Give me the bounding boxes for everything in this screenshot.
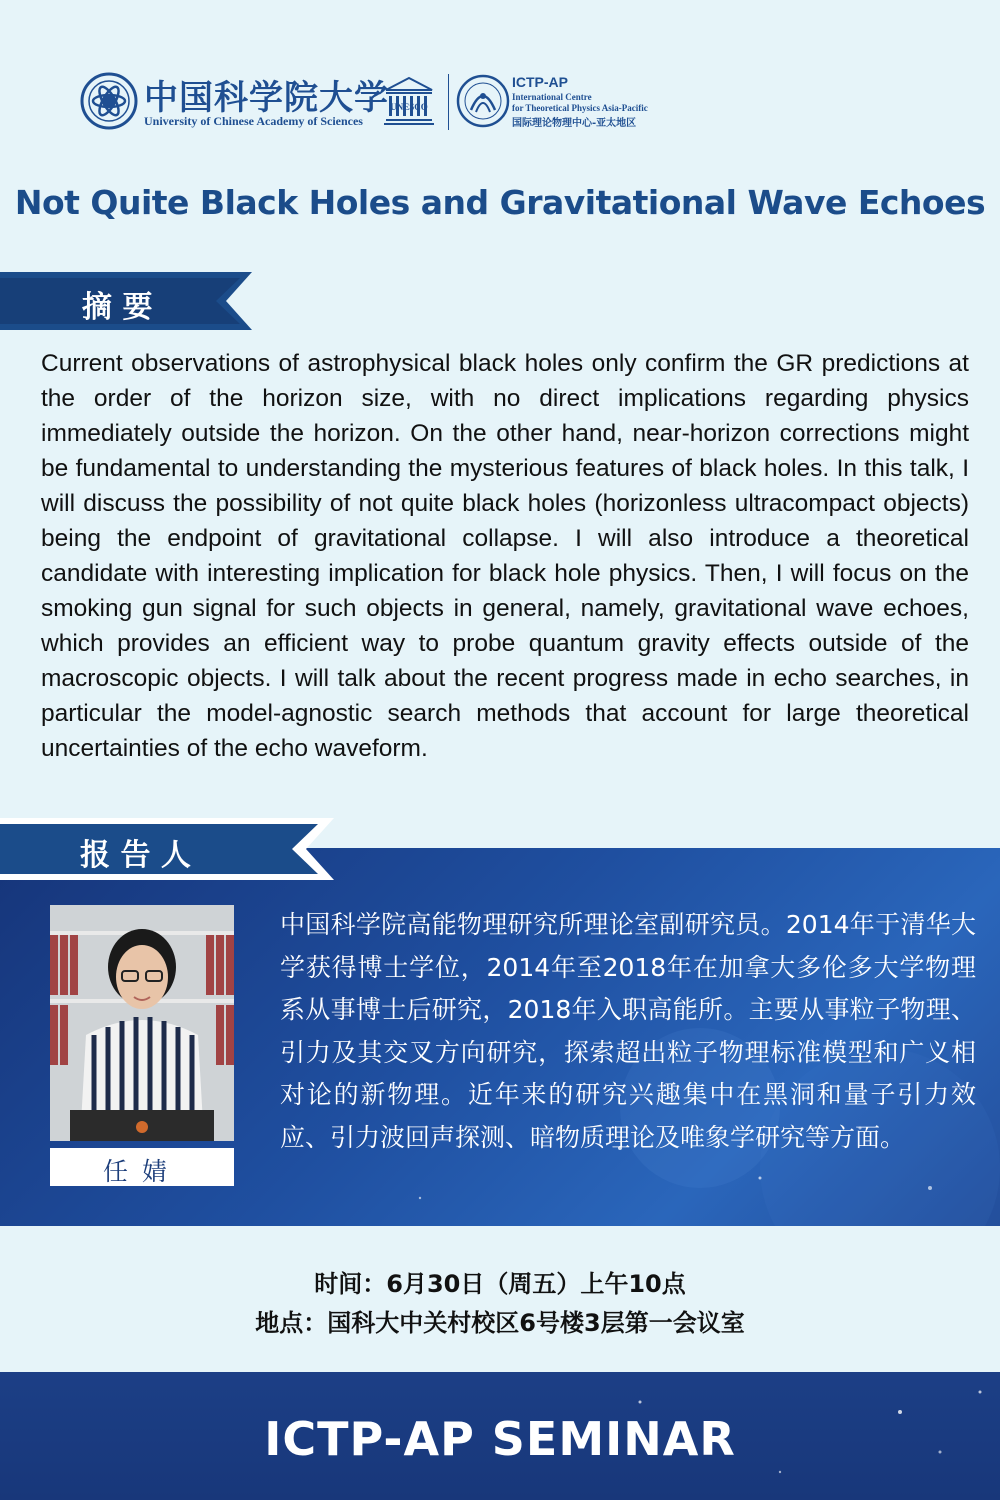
footer-banner (0, 1372, 1000, 1500)
speaker-portrait-icon (50, 905, 234, 1141)
speaker-heading: 报 告 人 (80, 838, 191, 873)
logo-header (80, 70, 648, 140)
speaker-name-plate (50, 1148, 234, 1186)
ictp-subtitle-line2: for Theoretical Physics Asia-Pacific (512, 103, 648, 113)
ictp-subtitle-line1: International Centre (512, 92, 592, 102)
ictp-subtitle-cn: 国际理论物理中心-亚太地区 (512, 118, 637, 129)
event-place: 地点：国科大中关村校区6号楼3层第一会议室 (255, 1309, 745, 1337)
speaker-name: 任婧 (102, 1157, 181, 1186)
abstract-heading: 摘 要 (82, 290, 153, 325)
speaker-ribbon (0, 818, 340, 880)
ictp-emblem-icon (456, 74, 510, 128)
ucas-name-cn: 中国科学院大学 (144, 78, 389, 118)
seminar-label: ICTP-AP SEMINAR (264, 1412, 736, 1466)
speaker-photo (50, 905, 234, 1141)
logo-divider (448, 74, 449, 130)
event-time: 时间：6月30日（周五）上午10点 (314, 1270, 686, 1298)
ucas-name-en: University of Chinese Academy of Sciences (144, 114, 363, 128)
ucas-emblem-icon (80, 72, 138, 130)
speaker-bio: 中国科学院高能物理研究所理论室副研究员。2014年于清华大学获得博士学位，2014年至2018年在加拿大多伦多大学物理系从事博士后研究，2018年入职高能所。主要从事粒子物理、引力及其交叉方向研究，探索超出粒子物理标准模型和广义相对论的新物理。近年来的研究兴趣集中在黑洞和量子引力效应、引力波回声探测、暗物质理论及唯象学研究等方面。 (280, 910, 976, 1152)
talk-title: Not Quite Black Holes and Gravitational Wave Echoes (14, 183, 986, 222)
unesco-logo-icon (382, 76, 436, 128)
unesco-label: UNESCO (390, 102, 428, 112)
abstract-text: Current observations of astrophysical black holes only confirm the GR predictions at the order of the horizon size, with no direct implications regarding physics immediately outside the horizon. On the other hand, near-horizon corrections might be fundamental to understanding the mysterious features of black holes. In this talk, I will discuss the possibility of not quite black holes (horizonless ultracompact objects) being the endpoint of gravitational collapse. I will also introduce a theoretical candidate with interesting implication for black hole physics. Then, I will focus on the smoking gun signal for such objects in general, namely, gravitational wave echoes, which provides an efficient way to probe quantum gravity effects outside of the macroscopic objects. I will talk about the recent progress made in echo searches, in particular the model-agnostic search methods that account for large theoretical uncertainties of the echo waveform. (41, 350, 969, 762)
ictp-name: ICTP-AP (512, 74, 568, 90)
abstract-ribbon (0, 272, 260, 330)
